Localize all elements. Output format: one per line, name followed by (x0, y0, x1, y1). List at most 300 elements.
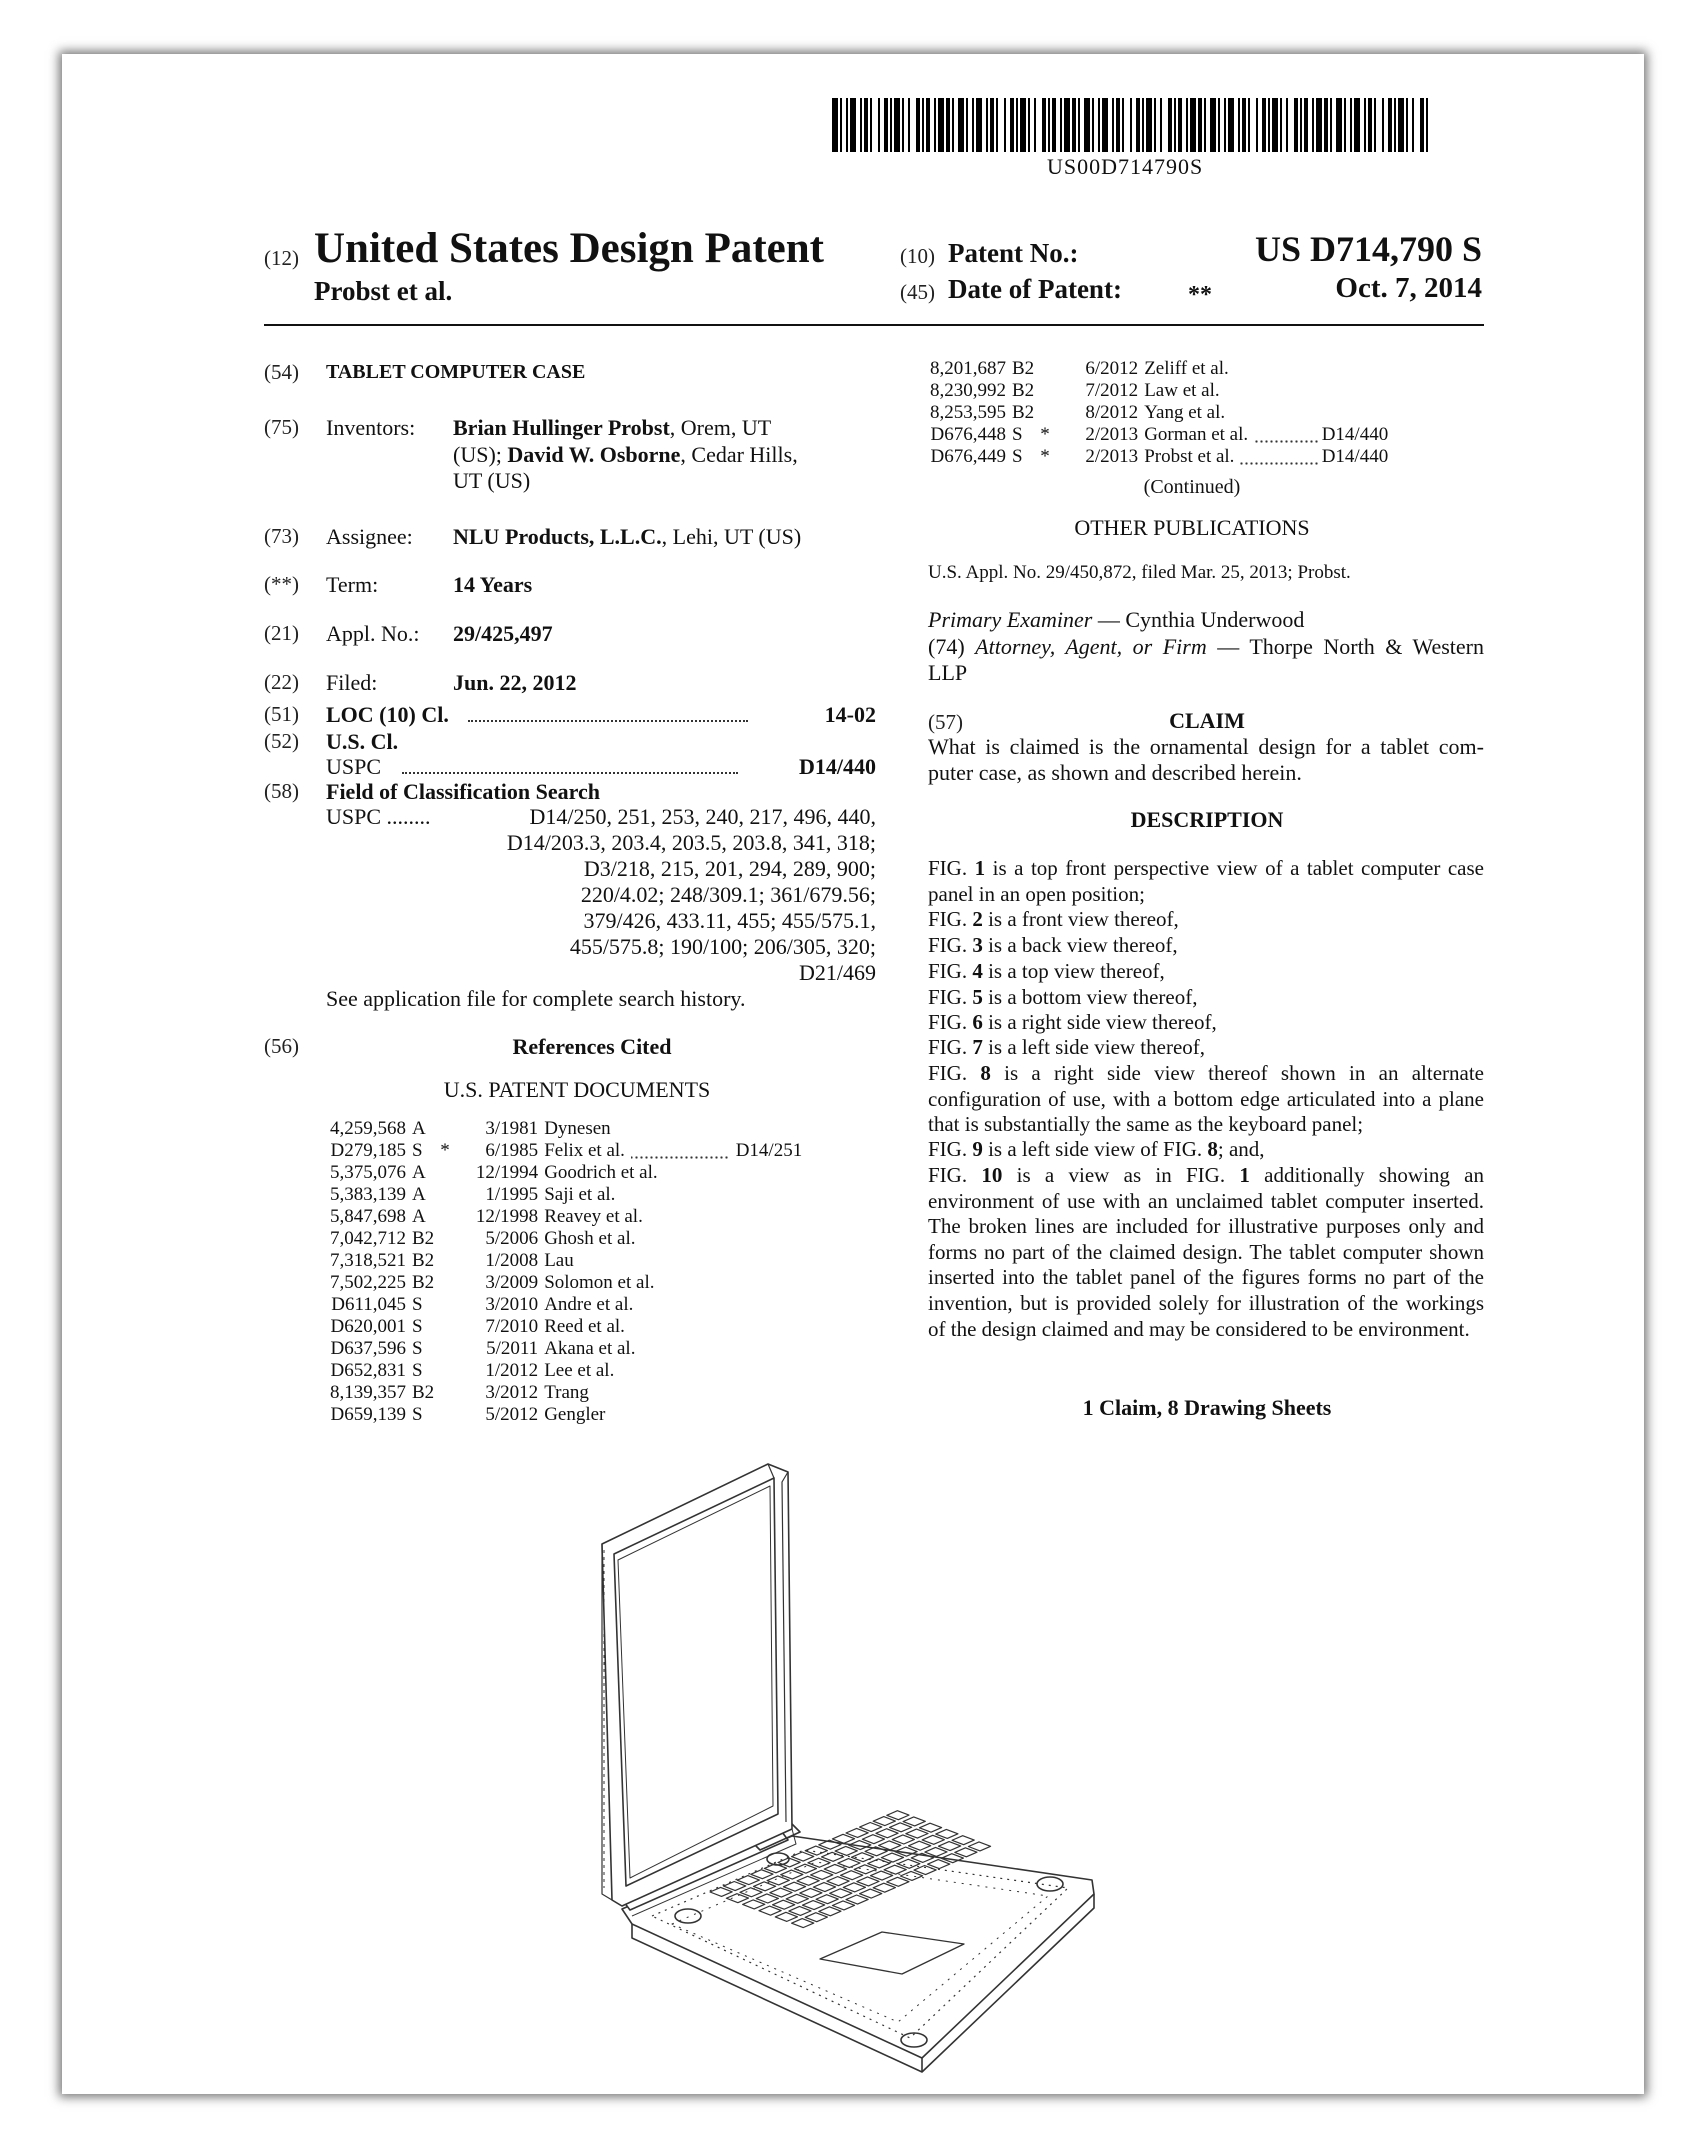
reference-kind: B2 (412, 1272, 435, 1293)
reference-row (314, 1206, 808, 1228)
barcode-bar (1256, 98, 1258, 152)
barcode-bar (1228, 98, 1234, 152)
barcode-bar (1398, 98, 1404, 152)
reference-star (440, 1382, 470, 1404)
reference-class (730, 1228, 808, 1250)
claims-sheets-count: 1 Claim, 8 Drawing Sheets (1082, 1395, 1332, 1420)
barcode-bar (860, 98, 862, 152)
reference-kind: S (1012, 424, 1023, 445)
reference-date: 8/2012 (1085, 402, 1139, 423)
description-fig-6: FIG. 6 is a right side view thereof, (928, 1010, 1217, 1034)
reference-class (730, 1206, 808, 1228)
date-of-patent-label: Date of Patent: (948, 274, 1122, 304)
reference-name: Law et al. (1144, 380, 1220, 401)
reference-star: * (1040, 446, 1050, 467)
barcode-bar (1064, 98, 1070, 152)
inventors-line-2 (453, 442, 798, 468)
reference-row (314, 1272, 808, 1294)
reference-kind: B2 (412, 1228, 435, 1249)
barcode-bar (1136, 98, 1140, 152)
keyboard-key (938, 1842, 960, 1851)
reference-date: 12/1994 (475, 1162, 539, 1183)
barcode-bar (1350, 98, 1352, 152)
field-line-5: 379/426, 433.11, 455; 455/575.1, (583, 908, 876, 933)
reference-name: Lee et al. (544, 1360, 615, 1381)
reference-class (730, 1360, 808, 1382)
primary-examiner-label: Primary Examiner (928, 607, 1093, 632)
document-title: United States Design Patent (314, 225, 824, 272)
field-line-6: 455/575.8; 190/100; 206/305, 320; (569, 934, 876, 959)
reference-date: 3/1981 (485, 1118, 539, 1139)
inventors-short: Probst et al. (314, 276, 453, 306)
barcode-bar (846, 98, 848, 152)
reference-class (730, 1184, 808, 1206)
reference-star (1040, 358, 1070, 380)
barcode-bar (864, 98, 868, 152)
date-of-patent: Oct. 7, 2014 (1335, 272, 1482, 304)
header-rule (264, 324, 1484, 326)
reference-kind: S (1012, 446, 1023, 467)
patent-number: US D714,790 S (1254, 229, 1482, 269)
code-54: (54) (264, 360, 299, 384)
barcode-bar (1154, 98, 1156, 152)
field-line-1: D14/250, 251, 253, 240, 217, 496, 440, (529, 804, 876, 829)
code-10: (10) (900, 244, 935, 268)
barcode-bar (1262, 98, 1266, 152)
uspc-label: USPC (326, 754, 382, 779)
reference-row (314, 1338, 808, 1360)
barcode-bar (870, 98, 872, 152)
keyboard-key (968, 1842, 990, 1851)
reference-class: D14/440 (1321, 424, 1389, 445)
barcode-bar (972, 98, 974, 152)
description-fig-7: FIG. 7 is a left side view thereof, (928, 1035, 1206, 1059)
reference-row (914, 380, 1394, 402)
code-58: (58) (264, 779, 299, 803)
field-of-search-label: Field of Classification Search (326, 779, 600, 804)
other-publication-1: U.S. Appl. No. 29/450,872, filed Mar. 25, 2013; Probst. (928, 562, 1351, 583)
reference-kind: S (412, 1316, 423, 1337)
barcode-bar (1084, 98, 1090, 152)
attorney-line-2: LLP (928, 660, 968, 685)
barcode-number: US00D714790S (1047, 154, 1204, 179)
reference-name: Saji et al. (544, 1184, 616, 1205)
description-fig-4: FIG. 4 is a top view thereof, (928, 959, 1165, 983)
reference-name: Gorman et al. (1144, 424, 1318, 446)
inventors-label: Inventors: (326, 415, 416, 440)
reference-kind: B2 (1012, 402, 1035, 423)
reference-date: 3/2012 (485, 1382, 539, 1403)
keyboard-key (873, 1817, 895, 1826)
keyboard-key (862, 1835, 884, 1844)
attorney-label: Attorney, Agent, or Firm (975, 634, 1207, 659)
keyboard-key (890, 1823, 912, 1832)
barcode-bar (1344, 98, 1346, 152)
claim-text-line-1: What is claimed is the ornamental design for a tablet com- (928, 734, 1484, 759)
barcode-bar (1238, 98, 1240, 152)
barcode-bar (1042, 98, 1046, 152)
barcode-bar (1324, 98, 1328, 152)
reference-kind: S (412, 1404, 423, 1425)
reference-name: Akana et al. (544, 1338, 636, 1359)
description-title: DESCRIPTION (1130, 807, 1284, 832)
reference-row (314, 1184, 808, 1206)
barcode-bar (1364, 98, 1366, 152)
code-73: (73) (264, 524, 299, 548)
reference-star (440, 1316, 470, 1338)
reference-name: Ghosh et al. (544, 1228, 636, 1249)
code-term: (**) (264, 572, 299, 596)
reference-date: 5/2011 (486, 1338, 539, 1359)
barcode-image (832, 98, 1428, 152)
barcode-bar (1268, 98, 1270, 152)
claim-title: CLAIM (1169, 708, 1245, 733)
reference-kind: A (412, 1206, 426, 1227)
reference-class: D14/251 (735, 1140, 803, 1161)
barcode-bar (938, 98, 944, 152)
reference-number: D676,449 (930, 446, 1006, 467)
reference-kind: A (412, 1118, 426, 1139)
reference-star (440, 1162, 470, 1184)
field-uspc-label: USPC ........ (326, 804, 431, 829)
reference-number: D611,045 (331, 1294, 406, 1315)
reference-row (314, 1382, 808, 1404)
reference-date: 3/2009 (485, 1272, 539, 1293)
reference-kind: A (412, 1184, 426, 1205)
reference-kind: B2 (412, 1250, 435, 1271)
barcode-bar (916, 98, 920, 152)
loc-value: 14-02 (824, 702, 876, 727)
reference-name: Trang (544, 1382, 589, 1403)
reference-date: 6/2012 (1085, 358, 1139, 379)
barcode-bar (1242, 98, 1246, 152)
barcode-bar (1098, 98, 1100, 152)
reference-row (314, 1228, 808, 1250)
reference-number: 5,383,139 (330, 1184, 406, 1205)
reference-date: 1/2008 (485, 1250, 539, 1271)
reference-row (314, 1250, 808, 1272)
barcode-bar (1092, 98, 1094, 152)
code-75: (75) (264, 415, 299, 439)
barcode-bar (1060, 98, 1062, 152)
barcode-bar (1336, 98, 1342, 152)
reference-kind: S (412, 1338, 423, 1359)
reference-date: 6/1985 (485, 1140, 539, 1161)
reference-name: Goodrich et al. (544, 1162, 658, 1183)
reference-name: Zeliff et al. (1144, 358, 1229, 379)
barcode-bar (850, 98, 856, 152)
other-publications-title: OTHER PUBLICATIONS (1074, 515, 1310, 540)
barcode-bar (1412, 98, 1414, 152)
reference-row (314, 1360, 808, 1382)
code-22: (22) (264, 670, 299, 694)
reference-class (1318, 358, 1394, 380)
keyboard-key (952, 1836, 974, 1845)
reference-name: Gengler (544, 1404, 606, 1425)
barcode-bar (1020, 98, 1026, 152)
reference-name: Lau (544, 1250, 574, 1271)
reference-star: * (1040, 424, 1050, 445)
barcode-bar (990, 98, 994, 152)
barcode-bar (946, 98, 950, 152)
reference-name: Probst et al. (1144, 446, 1318, 468)
barcode-bar (1354, 98, 1360, 152)
barcode-bar (1382, 98, 1384, 152)
uspc-value: D14/440 (799, 754, 876, 779)
description-fig-10: FIG. 10 is a view as in FIG. 1 additionally showing an environment of use with an unclaimed tablet computer inserted. The broken lines are included for illustrative purposes only and forms no part of the claimed design. The tablet computer shown inserted into the tablet panel of the figures forms no part of the invention, but is provided solely for illustration of the workings of the design claimed and may be considered to be environment. (928, 1163, 1484, 1341)
assignee-label: Assignee: (326, 524, 413, 549)
barcode-bar (1146, 98, 1152, 152)
reference-class: D14/440 (1321, 446, 1389, 467)
reference-number: 5,375,076 (330, 1162, 406, 1183)
reference-star (1040, 402, 1070, 424)
inventor-1: Brian Hullinger Probst (453, 415, 670, 440)
assignee-name: NLU Products, L.L.C. (453, 524, 662, 549)
reference-star (1040, 380, 1070, 402)
barcode-bar (832, 98, 838, 152)
barcode-bar (1198, 98, 1202, 152)
appl-no-label: Appl. No.: (326, 621, 420, 646)
reference-date: 1/2012 (485, 1360, 539, 1381)
barcode-bar (1294, 98, 1298, 152)
barcode-bar (1190, 98, 1196, 152)
barcode-bar (1300, 98, 1302, 152)
reference-number: 7,318,521 (330, 1250, 406, 1271)
reference-star (440, 1250, 470, 1272)
keyboard-key (887, 1811, 909, 1820)
description-fig-8: FIG. 8 is a right side view thereof shown in an alternate configuration of use, with a bottom edge articulated into a plane that is substantially the same as the keyboard panel; (928, 1061, 1485, 1137)
see-application-file: See application file for complete search history. (326, 986, 746, 1011)
barcode-bar (1048, 98, 1050, 152)
barcode-bar (1072, 98, 1076, 152)
patent-no-label: Patent No.: (948, 238, 1079, 268)
code-51: (51) (264, 702, 299, 726)
loc-label: LOC (10) Cl. (326, 702, 449, 727)
reference-kind: B2 (412, 1382, 435, 1403)
keyboard-key (909, 1841, 931, 1850)
reference-number: 4,259,568 (330, 1118, 406, 1139)
code-52: (52) (264, 729, 299, 753)
barcode-bar (996, 98, 998, 152)
barcode-bar (1218, 98, 1220, 152)
reference-class (730, 1272, 808, 1294)
keyboard-key (876, 1829, 898, 1838)
reference-class (730, 1294, 808, 1316)
inventor-2-location: , Cedar Hills, (680, 442, 798, 467)
barcode-bar (840, 98, 842, 152)
term-value: 14 Years (453, 572, 533, 597)
reference-star (440, 1294, 470, 1316)
reference-number: 5,847,698 (330, 1206, 406, 1227)
reference-kind: S (412, 1360, 423, 1381)
barcode-bar (1388, 98, 1392, 152)
assignee (453, 524, 801, 550)
barcode-bar (1186, 98, 1188, 152)
reference-name: Yang et al. (1144, 402, 1226, 423)
barcode-bar (908, 98, 910, 152)
continued-note: (Continued) (1143, 476, 1241, 498)
keyboard-key (906, 1829, 928, 1838)
reference-star (440, 1338, 470, 1360)
reference-number: D652,831 (330, 1360, 406, 1381)
reference-class (730, 1162, 808, 1184)
reference-star: * (440, 1140, 450, 1161)
reference-class (1318, 380, 1394, 402)
barcode-bar (1406, 98, 1408, 152)
reference-name: Felix et al. (544, 1140, 730, 1162)
barcode-bar (894, 98, 900, 152)
barcode-bar (926, 98, 930, 152)
reference-number: 7,502,225 (330, 1272, 406, 1293)
reference-number: D659,139 (330, 1404, 406, 1425)
reference-number: 8,139,357 (330, 1382, 406, 1403)
reference-row (314, 1162, 808, 1184)
reference-row (314, 1404, 808, 1426)
reference-name: Solomon et al. (544, 1272, 655, 1293)
barcode-bar (986, 98, 988, 152)
description-fig-9: FIG. 9 is a left side view of FIG. 8; and, (928, 1137, 1265, 1161)
barcode-bar (1420, 98, 1424, 152)
barcode-bar (1116, 98, 1120, 152)
barcode-bar (1374, 98, 1376, 152)
field-line-4: 220/4.02; 248/309.1; 361/679.56; (580, 882, 876, 907)
assignee-location: , Lehi, UT (US) (661, 524, 802, 549)
primary-examiner-name: — Cynthia Underwood (1092, 607, 1305, 632)
reference-class (730, 1118, 808, 1140)
reference-date: 3/2010 (485, 1294, 539, 1315)
inventor-2: David W. Osborne (507, 442, 681, 467)
term-label: Term: (326, 572, 379, 597)
reference-star (440, 1404, 470, 1426)
reference-class (730, 1382, 808, 1404)
barcode-bar (922, 98, 924, 152)
barcode-bar (1078, 98, 1080, 152)
description-fig-5: FIG. 5 is a bottom view thereof, (928, 985, 1198, 1009)
code-21: (21) (264, 621, 299, 645)
field-line-7: D21/469 (799, 960, 876, 985)
references-right-table (914, 358, 1394, 468)
barcode-bar (1204, 98, 1206, 152)
barcode-bar (1168, 98, 1172, 152)
barcode-bar (1160, 98, 1162, 152)
barcode-bar (1034, 98, 1036, 152)
primary-examiner (928, 607, 1304, 633)
attorney-line-1 (928, 634, 1484, 660)
barcode-bar (878, 98, 880, 152)
barcode-bar (1248, 98, 1250, 152)
us-cl-label: U.S. Cl. (326, 729, 399, 754)
code-12: (12) (264, 246, 299, 270)
keyboard-key (925, 1847, 947, 1856)
inventor-1-location: , Orem, UT (669, 415, 772, 440)
barcode-bar (1210, 98, 1216, 152)
reference-kind: B2 (1012, 380, 1035, 401)
description-fig-1: FIG. 1 is a top front perspective view of a tablet computer case panel in an open position; (928, 856, 1484, 906)
reference-name: Dynesen (544, 1118, 611, 1139)
reference-kind: S (412, 1294, 423, 1315)
barcode-bar (1028, 98, 1030, 152)
code-74: (74) (928, 634, 976, 659)
barcode-bar (1130, 98, 1132, 152)
barcode-bar (890, 98, 892, 152)
reference-number: D279,185 (330, 1140, 406, 1161)
appl-no: 29/425,497 (453, 621, 553, 646)
reference-row (914, 402, 1394, 424)
patent-page (62, 54, 1644, 2094)
reference-star (440, 1360, 470, 1382)
reference-class (730, 1250, 808, 1272)
reference-number: D637,596 (330, 1338, 406, 1359)
reference-kind: S (412, 1140, 423, 1161)
reference-number: 8,253,595 (930, 402, 1006, 423)
reference-star (440, 1272, 470, 1294)
loc-leader (468, 704, 748, 722)
reference-row (914, 358, 1394, 380)
references-cited-title: References Cited (512, 1034, 672, 1059)
attorney-name: — Thorpe North & Western (1206, 634, 1484, 659)
reference-date: 2/2013 (1085, 446, 1139, 467)
barcode-bar (1102, 98, 1108, 152)
reference-star (440, 1206, 470, 1228)
reference-name: Reed et al. (544, 1316, 625, 1337)
barcode-bar (934, 98, 936, 152)
reference-star (440, 1228, 470, 1250)
reference-class (730, 1338, 808, 1360)
reference-number: D620,001 (330, 1316, 406, 1337)
inventors-line-1 (453, 415, 771, 441)
keyboard-key (846, 1828, 868, 1837)
filed-label: Filed: (326, 670, 378, 695)
keyboard-key (922, 1835, 944, 1844)
barcode-bar (958, 98, 964, 152)
reference-number: D676,448 (930, 424, 1006, 445)
barcode-bar (1312, 98, 1314, 152)
barcode-bar (976, 98, 982, 152)
date-marker: ** (1188, 282, 1212, 308)
reference-kind: B2 (1012, 358, 1035, 379)
invention-title: TABLET COMPUTER CASE (326, 361, 586, 383)
code-56: (56) (264, 1034, 299, 1058)
reference-date: 1/1995 (485, 1184, 539, 1205)
filed-date: Jun. 22, 2012 (453, 670, 577, 695)
reference-date: 2/2013 (1085, 424, 1139, 445)
barcode-bar (1224, 98, 1226, 152)
field-line-2: D14/203.3, 203.4, 203.5, 203.8, 341, 318; (506, 830, 876, 855)
reference-number: 8,201,687 (930, 358, 1006, 379)
reference-date: 5/2006 (485, 1228, 539, 1249)
reference-name: Andre et al. (544, 1294, 634, 1315)
barcode-bar (1272, 98, 1278, 152)
barcode-bar (1280, 98, 1282, 152)
keyboard-key (860, 1822, 882, 1831)
barcode-bar (1286, 98, 1288, 152)
description-fig-2: FIG. 2 is a front view thereof, (928, 907, 1179, 931)
reference-row (314, 1294, 808, 1316)
barcode-bar (1426, 98, 1428, 152)
keyboard-key (936, 1829, 958, 1838)
barcode-bar (1174, 98, 1176, 152)
uspc-leader (402, 756, 738, 774)
description-fig-3: FIG. 3 is a back view thereof, (928, 933, 1178, 957)
reference-number: 8,230,992 (930, 380, 1006, 401)
barcode-bar (1016, 98, 1018, 152)
barcode-bar (952, 98, 954, 152)
barcode-bar (1052, 98, 1056, 152)
barcode-bar (1010, 98, 1014, 152)
reference-date: 7/2012 (1085, 380, 1139, 401)
code-57: (57) (928, 710, 963, 734)
barcode-bar (902, 98, 904, 152)
